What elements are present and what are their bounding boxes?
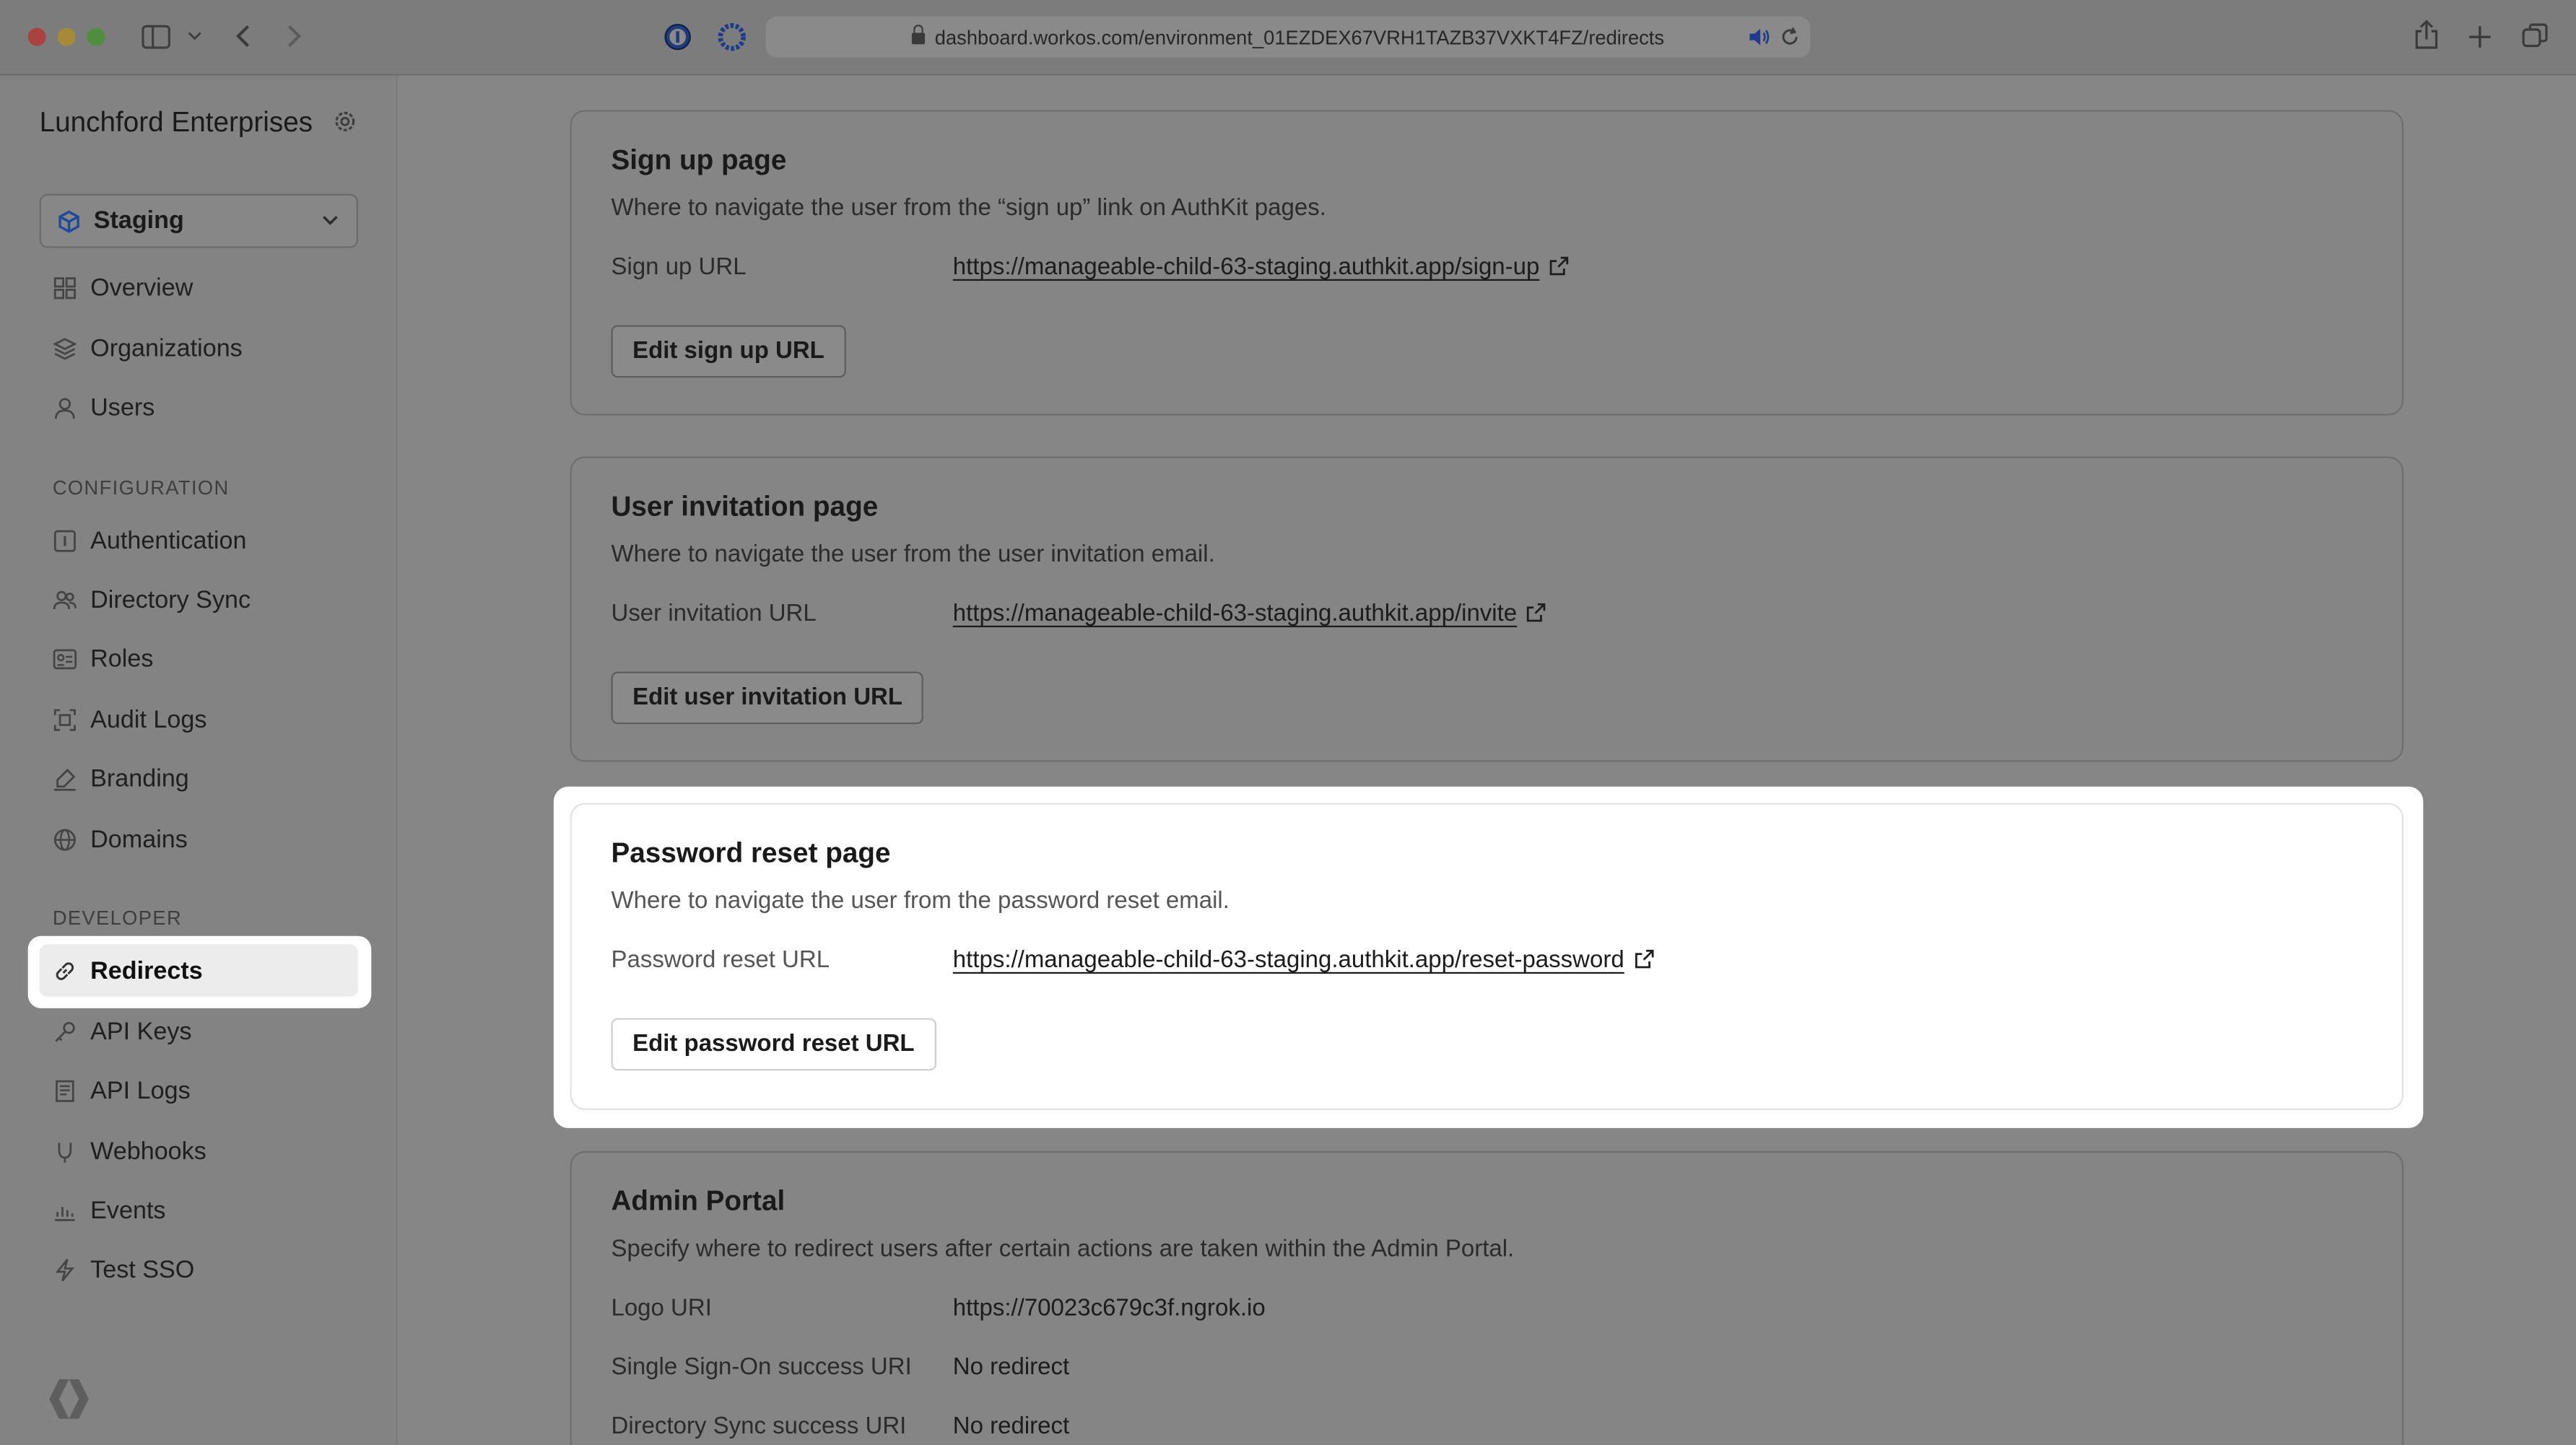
back-icon[interactable]: [233, 23, 253, 49]
address-bar[interactable]: [765, 17, 1810, 58]
sidebar-item-label: Audit Logs: [90, 705, 207, 733]
sidebar-item-label: Test SSO: [90, 1255, 195, 1283]
browser-toolbar: [0, 0, 2576, 76]
audit-icon: [53, 707, 77, 731]
users-icon: [53, 587, 77, 611]
auth-icon: [53, 528, 77, 552]
sidebar-item-events[interactable]: [40, 1184, 358, 1236]
sidebar-item-label: Organizations: [90, 333, 243, 362]
sidebar-item-organizations[interactable]: [40, 322, 358, 375]
password-reset-card: [570, 803, 2403, 1109]
card-title: User invitation page: [611, 491, 879, 523]
globe-icon: [53, 826, 77, 851]
gear-icon[interactable]: [332, 108, 358, 134]
sidebar-item-redirects[interactable]: [40, 944, 358, 997]
sidebar-item-branding[interactable]: [40, 752, 358, 805]
chevron-down-icon: [318, 209, 341, 232]
card-title: Password reset page: [611, 837, 891, 869]
sidebar-item-label: API Logs: [90, 1076, 191, 1104]
logo-uri-label: Logo URI: [611, 1295, 712, 1322]
extension-gear-icon[interactable]: [718, 23, 746, 51]
new-tab-icon[interactable]: [2468, 25, 2492, 49]
sidebar-item-label: Overview: [90, 273, 193, 302]
tab-overview-icon[interactable]: [2522, 23, 2548, 49]
signup-url-text: https://manageable-child-63-staging.authkit.app/sign-up: [952, 254, 1540, 281]
sidebar-item-label: Events: [90, 1196, 166, 1225]
sidebar-item-test-sso[interactable]: [40, 1243, 358, 1296]
main-content: [399, 76, 2576, 1445]
configuration-heading: CONFIGURATION: [52, 476, 230, 499]
logo-uri-value: https://70023c679c3f.ngrok.io: [952, 1295, 1266, 1322]
card-title: Admin Portal: [611, 1185, 786, 1217]
roles-icon: [53, 646, 77, 671]
bolt-icon: [53, 1257, 77, 1282]
external-link-icon: [1527, 603, 1546, 622]
card-description: Where to navigate the user from the “sign up” link on AuthKit pages.: [611, 195, 1326, 222]
password-manager-icon[interactable]: [663, 23, 692, 51]
password-reset-url-text: https://manageable-child-63-staging.authkit.app/reset-password: [952, 947, 1624, 974]
workos-logo-icon: [40, 1369, 99, 1428]
sidebar: [0, 76, 398, 1445]
organization-name: Lunchford Enterprises: [39, 106, 313, 139]
logs-icon: [53, 1078, 77, 1103]
edit-invitation-url-button[interactable]: Edit user invitation URL: [611, 671, 923, 724]
lock-icon: [912, 33, 925, 45]
card-description: Specify where to redirect users after certain actions are taken within the Admin Portal.: [611, 1236, 1515, 1263]
external-link-icon: [1549, 256, 1569, 276]
environment-select[interactable]: [40, 193, 358, 248]
signup-url-link[interactable]: [953, 255, 1570, 281]
sidebar-toggle-icon[interactable]: [142, 25, 171, 49]
close-window-button[interactable]: [28, 28, 46, 46]
edit-password-reset-url-button[interactable]: Edit password reset URL: [611, 1018, 936, 1071]
reload-icon[interactable]: [1779, 26, 1801, 48]
minimize-window-button[interactable]: [58, 28, 76, 46]
sidebar-item-label: Authentication: [90, 526, 247, 554]
key-icon: [53, 1019, 77, 1044]
environment-name: Staging: [93, 206, 184, 235]
sidebar-item-label: Roles: [90, 644, 154, 673]
sidebar-item-api-logs[interactable]: [40, 1064, 358, 1117]
sidebar-item-overview[interactable]: [40, 261, 358, 314]
sidebar-item-label: Users: [90, 393, 155, 422]
external-link-icon: [1634, 949, 1653, 969]
directory-sync-success-uri-label: Directory Sync success URI: [611, 1413, 907, 1441]
sidebar-item-audit-logs[interactable]: [40, 693, 358, 746]
sidebar-item-directory-sync[interactable]: [40, 573, 358, 626]
edit-signup-url-button[interactable]: Edit sign up URL: [611, 325, 845, 377]
layers-icon: [53, 336, 77, 360]
speaker-icon[interactable]: [1748, 26, 1771, 48]
cube-icon: [58, 209, 81, 232]
invitation-url-link[interactable]: [953, 601, 1546, 627]
developer-heading: DEVELOPER: [52, 906, 183, 930]
webhook-icon: [53, 1139, 77, 1164]
forward-icon[interactable]: [284, 23, 304, 49]
card-description: Where to navigate the user from the user invitation email.: [611, 541, 1215, 569]
link-icon: [53, 958, 77, 982]
chevron-down-icon[interactable]: [187, 30, 201, 43]
sso-success-uri-value: No redirect: [952, 1354, 1070, 1381]
sidebar-item-label: Domains: [90, 825, 188, 853]
password-reset-url-link[interactable]: [953, 948, 1654, 974]
sidebar-item-webhooks[interactable]: [40, 1125, 358, 1177]
sidebar-item-users[interactable]: [40, 381, 358, 434]
events-icon: [53, 1198, 77, 1223]
password-reset-url-label: Password reset URL: [611, 947, 830, 974]
user-icon: [53, 395, 77, 419]
signup-url-label: Sign up URL: [611, 254, 747, 281]
zoom-window-button[interactable]: [87, 28, 105, 46]
share-icon[interactable]: [2414, 19, 2440, 51]
sidebar-item-api-keys[interactable]: [40, 1005, 358, 1057]
sidebar-item-label: Directory Sync: [90, 585, 251, 614]
grid-icon: [53, 275, 77, 300]
sidebar-item-domains[interactable]: [40, 813, 358, 865]
directory-sync-success-uri-value: No redirect: [952, 1413, 1070, 1441]
admin-portal-card: [570, 1151, 2403, 1445]
sidebar-item-label: Webhooks: [90, 1137, 206, 1166]
invitation-url-label: User invitation URL: [611, 601, 817, 628]
invitation-card: [570, 456, 2403, 761]
address-bar-url: dashboard.workos.com/environment_01EZDEX67VRH1TAZB37VXKT4FZ/redirects: [934, 25, 1665, 49]
sso-success-uri-label: Single Sign-On success URI: [611, 1354, 912, 1381]
sidebar-item-authentication[interactable]: [40, 514, 358, 567]
card-title: Sign up page: [611, 144, 787, 176]
sidebar-item-label: Redirects: [90, 956, 203, 985]
sidebar-item-label: Branding: [90, 764, 189, 793]
sidebar-item-label: API Keys: [90, 1017, 192, 1046]
brush-icon: [53, 766, 77, 790]
signup-card: [570, 110, 2403, 415]
invitation-url-text: https://manageable-child-63-staging.authkit.app/invite: [952, 601, 1518, 628]
sidebar-item-roles[interactable]: [40, 632, 358, 685]
card-description: Where to navigate the user from the password reset email.: [611, 888, 1230, 915]
